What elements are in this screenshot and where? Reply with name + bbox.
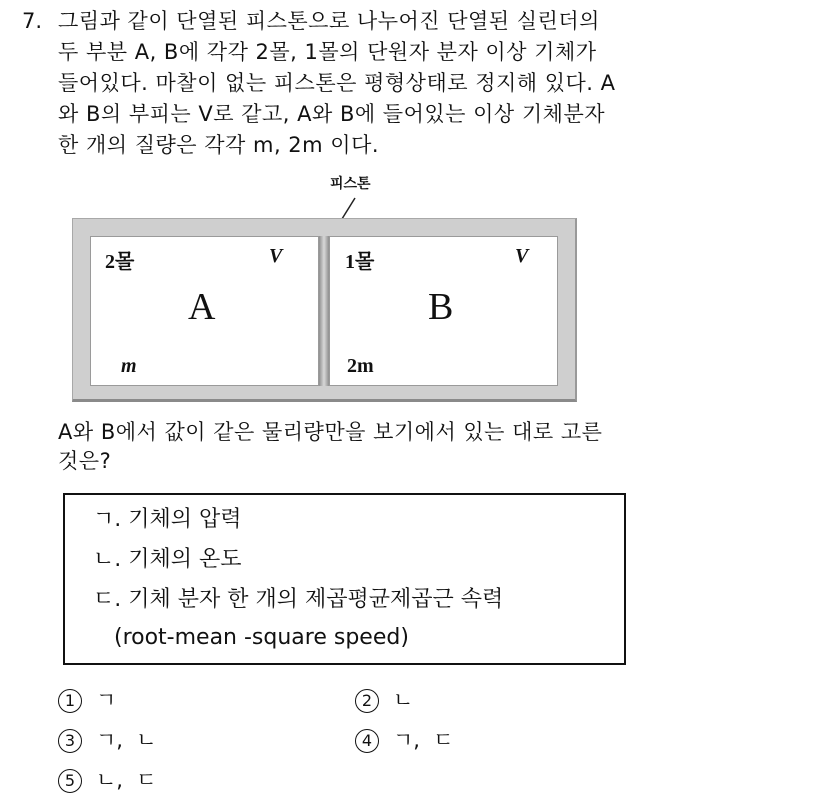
choice-text-4: ㄱ, ㄷ bbox=[393, 728, 454, 752]
piston-label: 피스톤 bbox=[330, 176, 371, 192]
choice-text-5: ㄴ, ㄷ bbox=[96, 768, 157, 792]
question-line-5: 한 개의 질량은 각각 m, 2m 이다. bbox=[58, 133, 380, 157]
chamber-b-mass: 2m bbox=[347, 355, 374, 377]
choice-text-2: ㄴ bbox=[393, 688, 414, 712]
choice-number-1: 1 bbox=[58, 689, 82, 713]
option-item-digeut-note: (root-mean -square speed) bbox=[93, 625, 409, 650]
choice-number-3: 3 bbox=[58, 729, 82, 753]
question-number: 7. bbox=[22, 9, 43, 33]
choice-1[interactable] bbox=[58, 686, 116, 714]
cylinder-diagram bbox=[72, 218, 577, 402]
piston bbox=[319, 236, 329, 386]
choice-4[interactable] bbox=[355, 726, 454, 754]
options-box bbox=[63, 493, 626, 665]
chamber-a-volume: V bbox=[269, 245, 283, 267]
chamber-b-moles: 1몰 bbox=[345, 251, 375, 273]
chamber-a-mass: m bbox=[121, 355, 137, 377]
chamber-a-moles: 2몰 bbox=[105, 251, 135, 273]
option-item-nieun: ㄴ. 기체의 온도 bbox=[93, 547, 242, 572]
question-line-1: 그림과 같이 단열된 피스톤으로 나누어진 단열된 실린더의 bbox=[58, 9, 600, 33]
choice-text-1: ㄱ bbox=[96, 688, 117, 712]
prompt-line-2: 것은? bbox=[58, 449, 112, 473]
option-item-digeut: ㄷ. 기체 분자 한 개의 제곱평균제곱근 속력 bbox=[93, 587, 504, 612]
question-line-2: 두 부분 A, B에 각각 2몰, 1몰의 단원자 분자 이상 기체가 bbox=[58, 40, 597, 64]
choice-text-3: ㄱ, ㄴ bbox=[96, 728, 157, 752]
choice-number-2: 2 bbox=[355, 689, 379, 713]
choice-number-5: 5 bbox=[58, 769, 82, 793]
prompt-line-1: A와 B에서 값이 같은 물리량만을 보기에서 있는 대로 고른 bbox=[58, 420, 603, 444]
choice-2[interactable] bbox=[355, 686, 413, 714]
chamber-a bbox=[90, 236, 319, 386]
chamber-b bbox=[329, 236, 558, 386]
question-line-3: 들어있다. 마찰이 없는 피스톤은 평형상태로 정지해 있다. A bbox=[58, 71, 616, 95]
chamber-a-name: A bbox=[188, 286, 216, 328]
choice-5[interactable] bbox=[58, 766, 157, 794]
option-item-giyeok: ㄱ. 기체의 압력 bbox=[93, 507, 242, 532]
chamber-b-name: B bbox=[428, 286, 454, 328]
question-line-4: 와 B의 부피는 V로 같고, A와 B에 들어있는 이상 기체분자 bbox=[58, 102, 606, 126]
choice-3[interactable] bbox=[58, 726, 157, 754]
chamber-b-volume: V bbox=[515, 245, 529, 267]
choice-number-4: 4 bbox=[355, 729, 379, 753]
